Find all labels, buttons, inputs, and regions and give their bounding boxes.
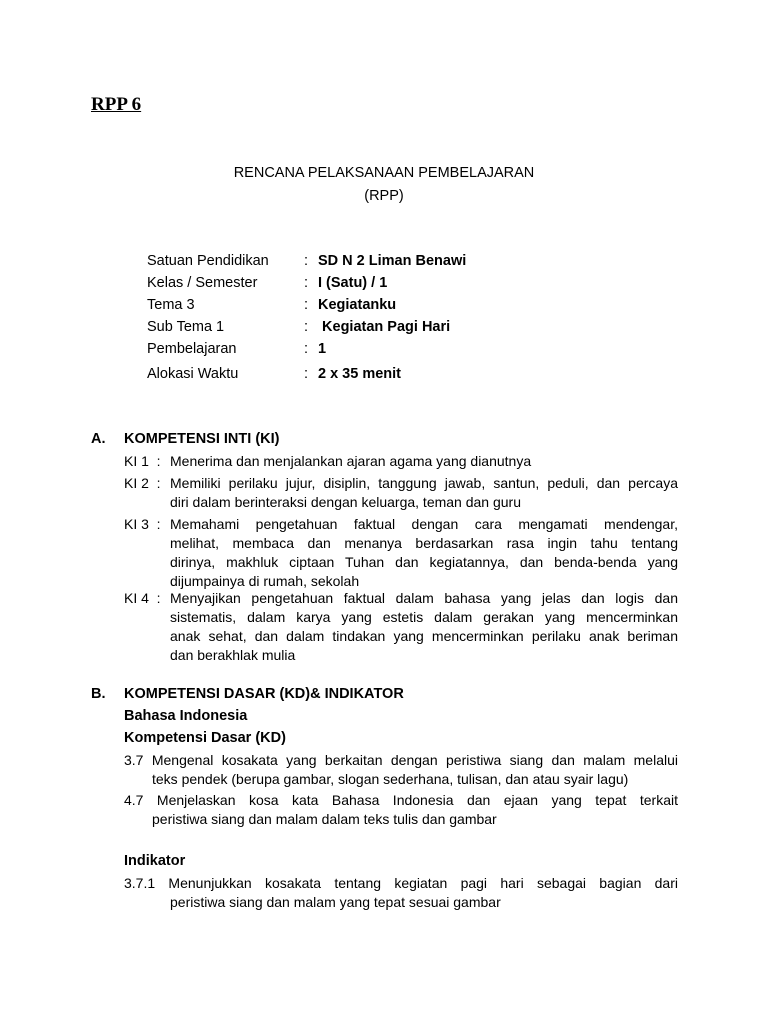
ki-text	[170, 589, 678, 665]
identity-colon: :	[304, 341, 309, 357]
ki-text-line: Menyajikan pengetahuan faktual dalam bahasa yang jelas dan logis dan	[170, 590, 678, 606]
section-a-title: KOMPETENSI INTI (KI)	[124, 431, 280, 447]
ki-text-line: dirinya, makhluk ciptaan Tuhan dan kegiatannya, dan benda-benda yang	[170, 554, 678, 570]
ki-text-line: Menerima dan menjalankan ajaran agama yang dianutnya	[170, 453, 532, 469]
identity-row	[147, 318, 627, 340]
identity-value: Kegiatan Pagi Hari	[318, 319, 451, 335]
kd-line: peristiwa siang dan malam dalam teks tulis dan gambar	[152, 811, 497, 827]
indikator-line: 3.7.1 Menunjukkan kosakata tentang kegiatan pagi hari sebagai bagian dari	[124, 875, 678, 891]
ki-code: KI 1 :	[124, 453, 161, 469]
ki-text	[170, 474, 678, 512]
document-title: RPP 6	[91, 94, 142, 115]
identity-colon: :	[304, 275, 309, 291]
identity-colon: :	[304, 366, 309, 382]
ki-text-line: anak sehat, dan dalam tindakan yang mencerminkan perilaku anak beriman	[170, 628, 678, 644]
kd-line: 4.7 Menjelaskan kosa kata Bahasa Indonesia dan ejaan yang tepat terkait	[124, 792, 678, 808]
kd-item	[124, 791, 678, 829]
identity-label: Alokasi Waktu	[147, 366, 239, 382]
identity-value: Kegiatanku	[318, 297, 397, 313]
identity-label: Satuan Pendidikan	[147, 253, 269, 269]
identity-value: SD N 2 Liman Benawi	[318, 253, 467, 269]
section-b-title: KOMPETENSI DASAR (KD)& INDIKATOR	[124, 686, 404, 702]
ki-text-line: Memahami pengetahuan faktual dengan cara mengamati mendengar,	[170, 516, 678, 532]
section-a-letter: A.	[91, 431, 106, 447]
identity-colon: :	[304, 319, 309, 335]
kd-line: teks pendek (berupa gambar, slogan sederhana, tulisan, dan atau syair lagu)	[152, 771, 629, 787]
identity-label: Sub Tema 1	[147, 319, 225, 335]
identity-colon: :	[304, 253, 309, 269]
identity-row	[147, 296, 627, 318]
ki-text	[170, 452, 678, 471]
ki-text-line: dijumpainya di rumah, sekolah	[170, 573, 360, 589]
identity-table	[147, 252, 627, 387]
identity-row	[147, 252, 627, 274]
section-b-letter: B.	[91, 686, 106, 702]
rpp-heading-line2: (RPP)	[364, 188, 404, 204]
indikator-item	[124, 874, 678, 912]
ki-text-line: dan berakhlak mulia	[170, 647, 296, 663]
identity-label: Pembelajaran	[147, 341, 237, 357]
identity-value: 2 x 35 menit	[318, 366, 402, 382]
ki-text	[170, 515, 678, 591]
indikator-line: peristiwa siang dan malam yang tepat sesuai gambar	[170, 894, 501, 910]
ki-code: KI 3 :	[124, 516, 161, 532]
ki-text-line: diri dalam berinteraksi dengan keluarga, teman dan guru	[170, 494, 521, 510]
ki-text-line: Memiliki perilaku jujur, disiplin, tanggung jawab, santun, peduli, dan percaya	[170, 475, 678, 491]
kd-line: 3.7 Mengenal kosakata yang berkaitan dengan peristiwa siang dan malam melalui	[124, 752, 678, 768]
identity-value: 1	[318, 341, 327, 357]
kd-heading: Kompetensi Dasar (KD)	[124, 730, 286, 746]
rpp-heading-line1: RENCANA PELAKSANAAN PEMBELAJARAN	[233, 165, 535, 181]
identity-row	[147, 340, 627, 362]
subject-heading: Bahasa Indonesia	[124, 708, 248, 724]
ki-code: KI 2 :	[124, 475, 161, 491]
identity-colon: :	[304, 297, 309, 313]
indikator-heading: Indikator	[124, 853, 186, 869]
identity-label: Tema 3	[147, 297, 195, 313]
ki-text-line: melihat, membaca dan menanya berdasarkan rasa ingin tahu tentang	[170, 535, 678, 551]
identity-value: I (Satu) / 1	[318, 275, 388, 291]
ki-text-line: sistematis, dalam karya yang estetis dalam gerakan yang mencerminkan	[170, 609, 678, 625]
identity-row	[147, 365, 627, 387]
identity-label: Kelas / Semester	[147, 275, 258, 291]
identity-row	[147, 274, 627, 296]
ki-code: KI 4 :	[124, 590, 161, 606]
kd-item	[124, 751, 678, 789]
